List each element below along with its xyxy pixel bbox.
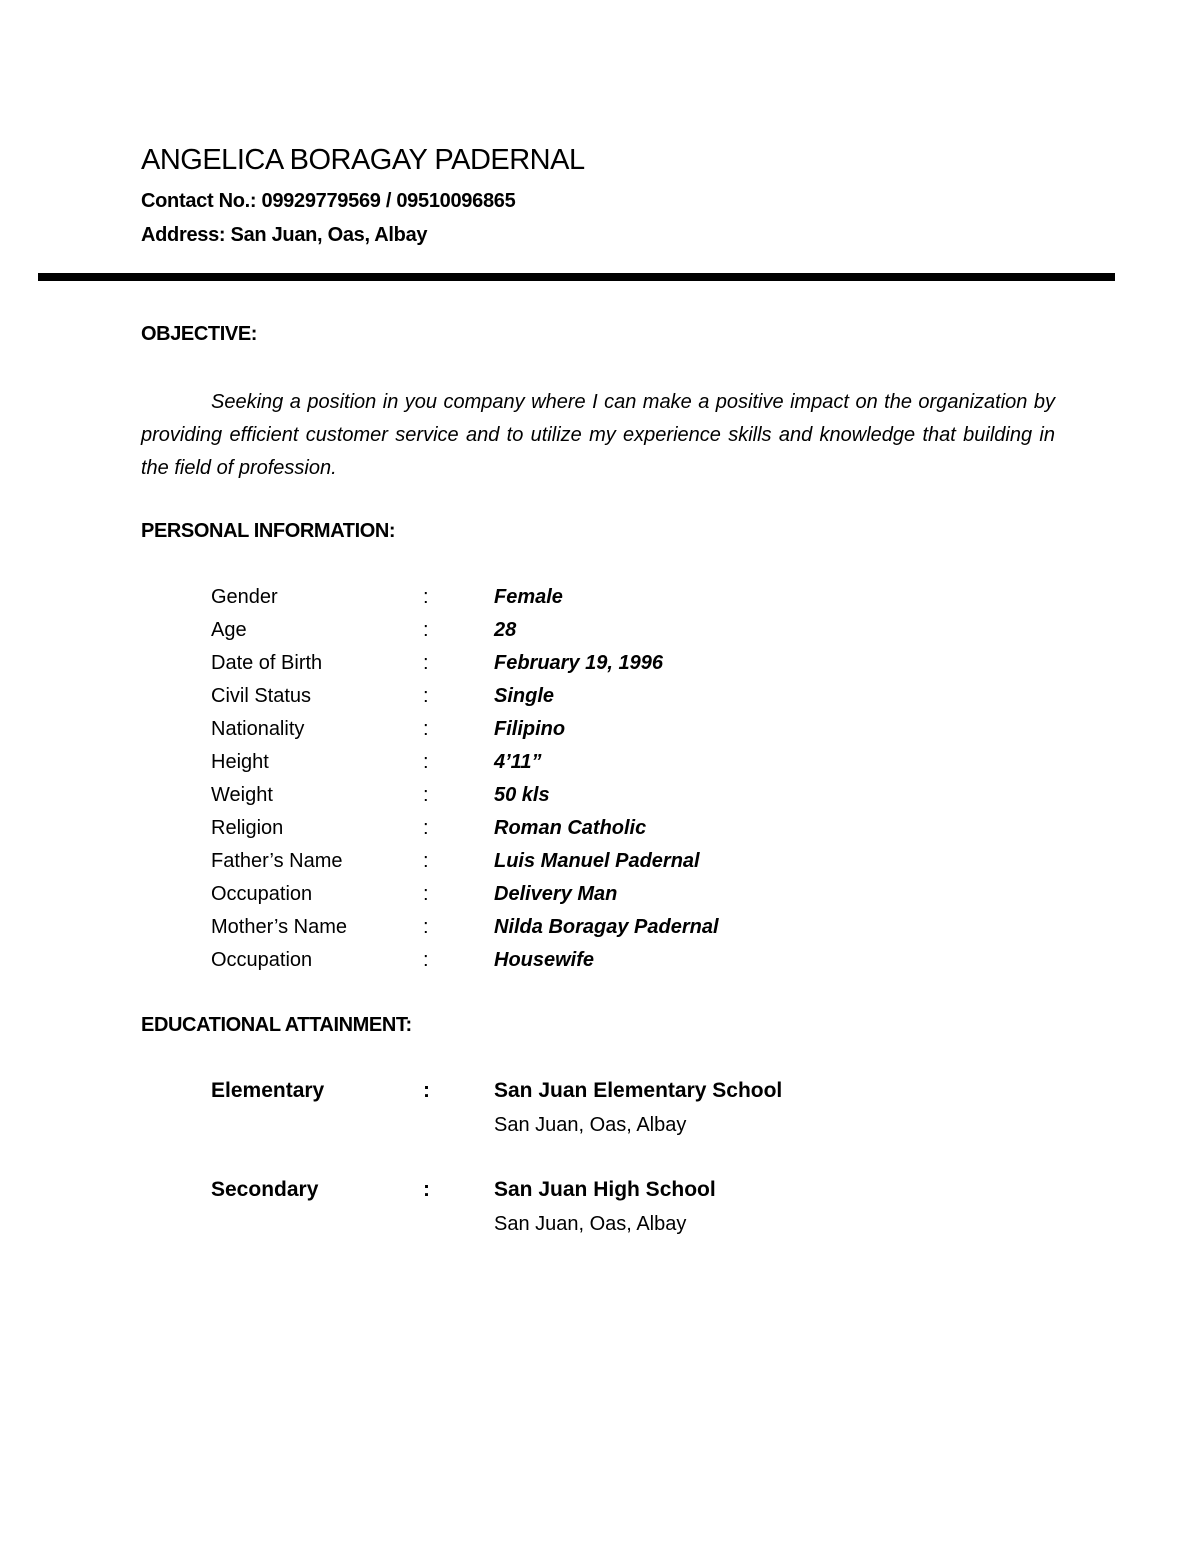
education-separator: : [423,1178,430,1201]
objective-heading: OBJECTIVE: [141,323,258,345]
info-row-mothers-name [211,916,911,946]
school-address: San Juan, Oas, Albay [494,1114,687,1136]
info-label: Nationality [211,718,305,740]
info-row-age [211,619,911,649]
info-label: Height [211,751,269,773]
info-label: Weight [211,784,273,806]
school-address: San Juan, Oas, Albay [494,1213,687,1235]
info-separator: : [423,751,429,773]
school-name: San Juan High School [494,1178,716,1201]
info-row-religion [211,817,911,847]
contact-number: Contact No.: 09929779569 / 09510096865 [141,190,516,212]
info-value: 28 [494,619,517,641]
info-value: 50 kls [494,784,550,806]
address: Address: San Juan, Oas, Albay [141,224,428,246]
info-separator: : [423,619,429,641]
info-label: Gender [211,586,278,608]
info-value: 4’11” [494,751,542,773]
info-row-weight [211,784,911,814]
info-row-fathers-name [211,850,911,880]
info-value: Housewife [494,949,595,971]
info-separator: : [423,718,429,740]
info-row-mother-occupation [211,949,911,979]
info-separator: : [423,850,429,872]
info-value: Female [494,586,563,608]
education-level: Elementary [211,1079,325,1102]
info-separator: : [423,949,429,971]
info-label: Father’s Name [211,850,343,872]
info-separator: : [423,685,429,707]
info-label: Occupation [211,883,313,905]
info-label: Age [211,619,247,641]
info-value: Delivery Man [494,883,618,905]
info-row-father-occupation [211,883,911,913]
info-value: Single [494,685,555,707]
info-value: Filipino [494,718,566,740]
info-separator: : [423,784,429,806]
education-row-elementary [211,1079,911,1149]
info-separator: : [423,652,429,674]
info-separator: : [423,586,429,608]
personal-info-heading: PERSONAL INFORMATION: [141,520,396,542]
info-label: Date of Birth [211,652,323,674]
education-heading: EDUCATIONAL ATTAINMENT: [141,1014,412,1036]
info-value: Roman Catholic [494,817,647,839]
info-separator: : [423,883,429,905]
header-divider [38,273,1115,281]
info-separator: : [423,817,429,839]
objective-text: Seeking a position in you company where I can make a positive impact on the organization by providing efficient customer service and to utilize my experience skills and knowledge that building in the field of profession. [141,391,1055,479]
info-row-civil-status [211,685,911,715]
info-row-date-of-birth [211,652,911,682]
info-separator: : [423,916,429,938]
info-value: Luis Manuel Padernal [494,850,700,872]
school-name: San Juan Elementary School [494,1079,783,1102]
info-label: Occupation [211,949,313,971]
info-value: February 19, 1996 [494,652,663,674]
info-row-nationality [211,718,911,748]
info-row-height [211,751,911,781]
info-label: Religion [211,817,284,839]
education-row-secondary [211,1178,911,1248]
info-label: Civil Status [211,685,312,707]
applicant-name: ANGELICA BORAGAY PADERNAL [141,144,585,176]
education-separator: : [423,1079,430,1102]
info-value: Nilda Boragay Padernal [494,916,719,938]
education-level: Secondary [211,1178,319,1201]
info-row-gender [211,586,911,616]
info-label: Mother’s Name [211,916,347,938]
